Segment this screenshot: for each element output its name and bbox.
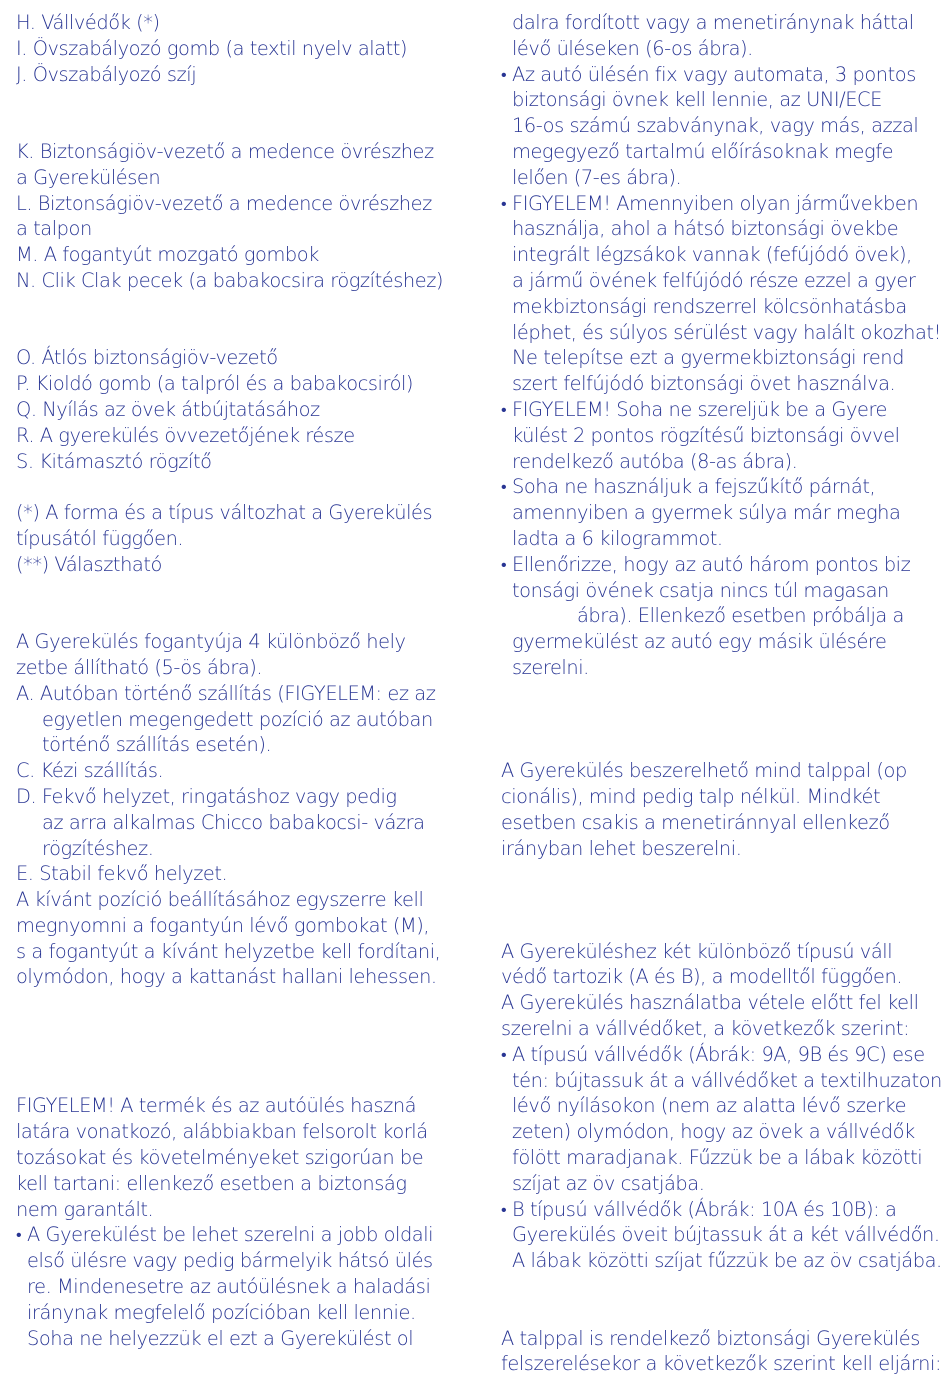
base-install-line: A talppal is rendelkező biztonsági Gyerekülés [501,1326,920,1350]
bullet-line: • A típusú vállvédők (Ábrák: 9A, 9B és 9C) ese [501,1042,941,1068]
footnotes [16,500,456,577]
bullet-type-b [501,1197,941,1274]
bullet-line: szíjat az öv csatjába. [512,1171,705,1195]
bullet-line: A lábak közötti szíjat fűzzük be az öv csatjába. [512,1249,942,1273]
shoulder-intro-line: védő tartozik (A és B), a modelltől függően. [501,965,903,989]
bullet-line: külést 2 pontos rögzítésű biztonsági övvel [512,423,900,447]
legend-item-l-cont: a talpon [16,217,92,241]
bullet-line: zeten) olymódon, hogy az övek a vállvédők [512,1120,915,1144]
bullet-line: • FIGYELEM! Soha ne szereljük be a Gyere [501,397,941,423]
bullet-buckle-check [501,552,941,681]
legend-item-p: P. Kioldó gomb (a talpról és a babakocsiról) [16,372,414,396]
shoulder-intro-line: A Gyereküléshez két különböző típusú váll [501,939,893,963]
base-info-line: A Gyerekülés beszerelhető mind talppal (op [501,759,907,783]
bullet-line: lévő nyílásokon (nem az alatta lévő szerke [512,1094,907,1118]
handle-a-line: történő szállítás esetén). [42,733,272,757]
legend-list-a [16,10,456,87]
base-install-paragraph [501,1326,941,1377]
bullet-line: ábra). Ellenkező esetben próbálja a [577,604,904,628]
handle-position-c: C. Kézi szállítás. [16,759,164,783]
legend-list-c [16,345,456,474]
handle-a-line: egyetlen megengedett pozíció az autóban [42,707,433,731]
bullet-line: léphet, és súlyos sérülést vagy halált okozhat! [512,320,941,344]
bullet-line: • Soha ne használjuk a fejszűkítő párnát, [501,474,941,500]
bullet-line: • Az autó ülésén fix vagy automata, 3 pontos [501,62,941,88]
legend-item-h: H. Vállvédők (*) [16,11,160,34]
legend-list-b [16,139,456,294]
base-install-line: felszerelésekor a következők szerint kell eljárni: [501,1352,942,1376]
legend-item-s: S. Kitámasztó rögzítő [16,449,212,473]
left-column [16,10,456,1351]
handle-a-line: A. Autóban történő szállítás (FIGYELEM: ez az [16,681,436,705]
bullet-seat-position-cont [501,10,941,62]
handle-d-line: D. Fekvő helyzet, ringatáshoz vagy pedig [16,784,397,808]
bullet-line: ladta a 6 kilogrammot. [512,526,723,550]
bullet-line: szerelni. [512,655,589,679]
bullet-line: Ne telepítse ezt a gyermekbiztonsági rend [512,346,905,370]
bullet-seat-position [16,1222,456,1351]
base-info-paragraph [501,758,941,861]
bullet-line: tén: bújtassuk át a vállvédőket a textilhuzaton [512,1068,942,1092]
footnote-optional: (**) Választható [16,552,162,576]
bullet-line: gyermekülést az autó egy másik ülésére [512,630,887,654]
legend-item-k-cont: a Gyerekülésen [16,165,161,189]
legend-item-m: M. A fogantyút mozgató gombok [16,243,319,267]
handle-instructions-line: A kívánt pozíció beállításához egyszerre kell [16,888,424,912]
base-info-line: irányban lehet beszerelni. [501,836,742,860]
legend-item-n: N. Clik Clak pecek (a babakocsira rögzítéshez) [16,268,444,292]
warning-line: FIGYELEM! A termék és az autóülés haszná [16,1094,417,1118]
handle-intro [16,629,456,681]
warning-line: tozásokat és követelményeket szigorúan be [16,1146,424,1170]
bullet-line: dalra fordított vagy a menetiránynak háttal [512,11,914,34]
legend-item-k: K. Biztonságiöv-vezető a medence övrészhez [16,139,434,163]
handle-position-a [16,681,456,758]
bullet-type-a [501,1042,941,1197]
bullet-line: amennyiben a gyermek súlya már megha [512,501,901,525]
handle-position-d [16,784,456,861]
base-info-line: cionális), mind pedig talp nélkül. Mindkét [501,784,881,808]
legend-item-l: L. Biztonságiöv-vezető a medence övrészhez [16,191,432,215]
bullet-line: mekbiztonsági rendszerrel kölcsönhatásba [512,294,907,318]
bullet-line: fölött maradjanak. Fűzzük be a lábak közötti [512,1146,923,1170]
warning-line: kell tartani: ellenkező esetben a biztonság [16,1171,407,1195]
handle-position-e: E. Stabil fekvő helyzet. [16,862,228,886]
legend-item-j: J. Övszabályozó szíj [16,62,197,86]
legend-item-q: Q. Nyílás az övek átbújtatásához [16,397,320,421]
bullet-line: lelően (7-es ábra). [512,165,682,189]
bullet-airbag-warning [501,191,941,397]
handle-instructions-line: s a fogantyút a kívánt helyzetbe kell fordítani, [16,939,441,963]
handle-d-line: az arra alkalmas Chicco babakocsi- vázra [42,810,425,834]
bullet-line: megegyező tartalmú előírásoknak megfe [512,139,894,163]
bullet-line: szert felfújódó biztonsági övet használva. [512,372,896,396]
handle-intro-line: A Gyerekülés fogantyúja 4 különböző hely [16,630,406,654]
base-info-line: esetben csakis a menetiránnyal ellenkező [501,810,890,834]
bullet-line: • FIGYELEM! Amennyiben olyan járművekben [501,191,941,217]
bullet-pillow [501,474,941,551]
bullet-line: integrált légzsákok vannak (fefújódó övek), [512,243,912,267]
bullet-line: első ülésre vagy pedig bármelyik hátsó ülés [27,1249,433,1273]
handle-intro-line: zetbe állítható (5-ös ábra). [16,655,263,679]
warning-paragraph [16,1093,456,1222]
bullet-belt-requirement [501,62,941,191]
bullet-line: lévő üléseken (6-os ábra). [512,36,753,60]
footnote-form: (*) A forma és a típus változhat a Gyerekülés [16,501,433,525]
handle-d-line: rögzítéshez. [42,836,154,860]
bullet-line: rendelkező autóba (8-as ábra). [512,449,798,473]
bullet-line: Soha ne helyezzük el ezt a Gyerekülést ol [27,1326,414,1350]
bullet-two-point-warning [501,397,941,474]
footnote-form-cont: típusától függően. [16,526,184,550]
legend-item-i: I. Övszabályozó gomb (a textil nyelv alatt) [16,36,408,60]
bullet-line: • A Gyerekülést be lehet szerelni a jobb oldali [16,1222,456,1248]
warning-line: nem garantált. [16,1197,154,1221]
shoulder-intro-line: szerelni a vállvédőket, a következők szerint: [501,1017,910,1041]
warning-line: latára vonatkozó, alábbiakban felsorolt korlá [16,1120,428,1144]
handle-instructions [16,887,456,990]
shoulder-pads-intro [501,939,941,1042]
bullet-line: tonsági övének csatja nincs túl magasan [512,578,889,602]
bullet-line: 16-os számú szabványnak, vagy más, azzal [512,114,919,138]
handle-instructions-line: olymódon, hogy a kattanást hallani lehessen. [16,965,437,989]
bullet-line: használja, ahol a hátsó biztonsági övekbe [512,217,899,241]
bullet-line: iránynak megfelelő pozícióban kell lennie. [27,1300,416,1324]
right-column [501,10,941,1377]
legend-item-o: O. Átlós biztonságiöv-vezető [16,346,278,370]
bullet-line: re. Mindenesetre az autóülésnek a haladási [27,1275,431,1299]
shoulder-intro-line: A Gyerekülés használatba vétele előtt fel kell [501,991,919,1015]
bullet-line: • Ellenőrizze, hogy az autó három pontos biz [501,552,941,578]
legend-item-r: R. A gyerekülés övvezetőjének része [16,423,355,447]
bullet-line: • B típusú vállvédők (Ábrák: 10A és 10B): a [501,1197,941,1223]
handle-instructions-line: megnyomni a fogantyún lévő gombokat (M), [16,913,430,937]
bullet-line: Gyerekülés öveit bújtassuk át a két vállvédőn. [512,1223,940,1247]
bullet-line: biztonsági övnek kell lennie, az UNI/ECE [512,88,882,112]
bullet-line: a jármű övének felfújódó része ezzel a gyer [512,268,916,292]
